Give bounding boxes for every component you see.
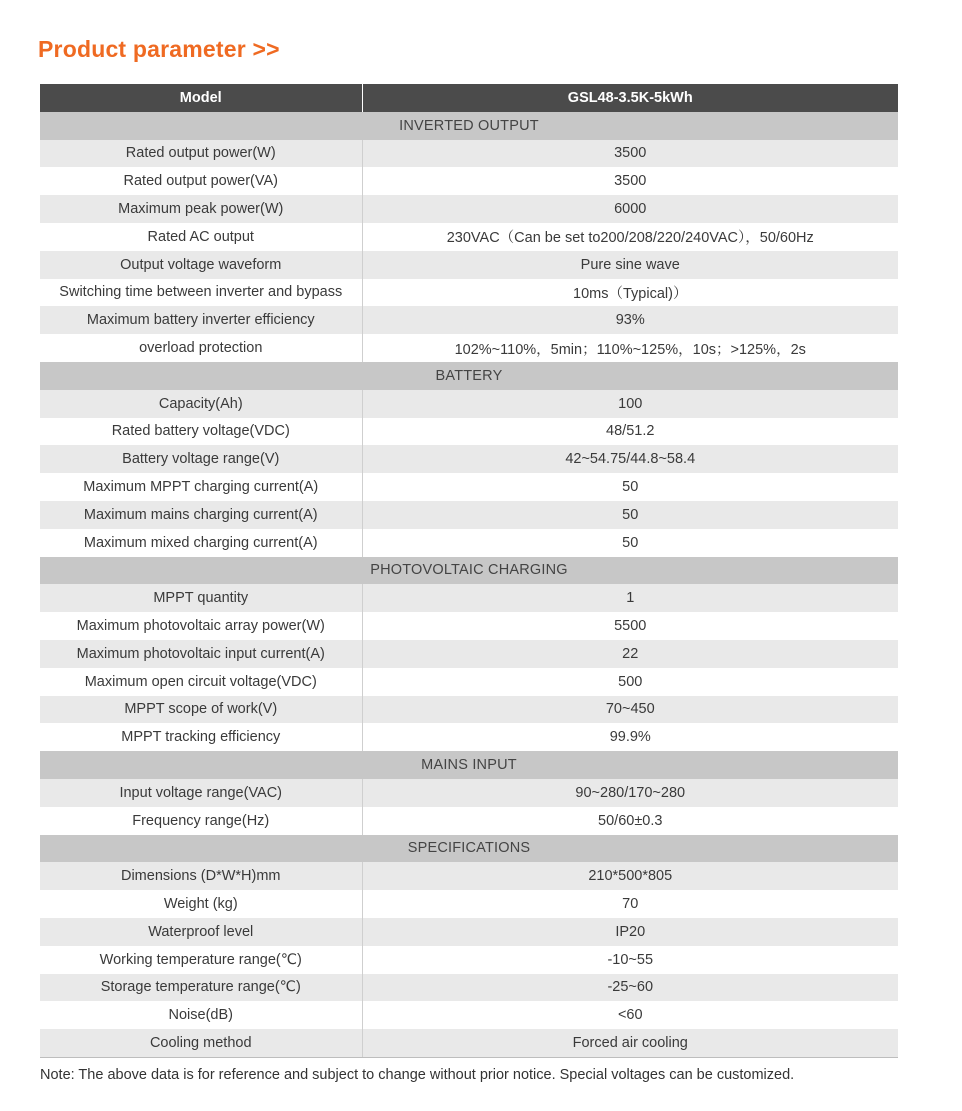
footnote: Note: The above data is for reference and subject to change without prior notice. Special voltages can be customized. [40,1067,795,1083]
parameter-value: 50 [362,501,898,529]
parameter-label: Maximum photovoltaic input current(A) [40,640,362,668]
section-title: INVERTED OUTPUT [40,112,898,140]
table-row [40,668,898,696]
parameter-label: Rated battery voltage(VDC) [40,418,362,446]
parameter-value: IP20 [362,918,898,946]
parameter-value: -10~55 [362,946,898,974]
parameter-value: -25~60 [362,974,898,1002]
table-row [40,890,898,918]
header-model-label: Model [40,84,362,112]
parameter-label: Cooling method [40,1029,362,1057]
parameter-label: Output voltage waveform [40,251,362,279]
parameter-label: Battery voltage range(V) [40,445,362,473]
parameter-value: 6000 [362,195,898,223]
table-row [40,918,898,946]
product-parameter-table [40,84,898,1058]
parameter-value: 210*500*805 [362,862,898,890]
parameter-value: 230VAC（Can be set to200/208/220/240VAC），50/60Hz [362,223,898,251]
parameter-value: 99.9% [362,723,898,751]
section-title: PHOTOVOLTAIC CHARGING [40,557,898,585]
table-row [40,251,898,279]
parameter-label: Storage temperature range(℃) [40,974,362,1002]
parameter-value: 22 [362,640,898,668]
parameter-label: Noise(dB) [40,1001,362,1029]
parameter-label: Input voltage range(VAC) [40,779,362,807]
table-row [40,779,898,807]
parameter-label: Maximum MPPT charging current(A) [40,473,362,501]
parameter-label: Maximum mains charging current(A) [40,501,362,529]
table-row [40,612,898,640]
table-row [40,418,898,446]
parameter-value: 10ms（Typical)） [362,279,898,307]
parameter-label: Rated AC output [40,223,362,251]
parameter-label: Maximum open circuit voltage(VDC) [40,668,362,696]
parameter-label: Switching time between inverter and bypass [40,279,362,307]
parameter-value: 90~280/170~280 [362,779,898,807]
section-header-row [40,835,898,863]
parameter-label: Dimensions (D*W*H)mm [40,862,362,890]
parameter-label: Rated output power(W) [40,140,362,168]
parameter-value: 102%~110%，5min；110%~125%，10s；>125%，2s [362,334,898,362]
table-row [40,946,898,974]
parameter-value: 50/60±0.3 [362,807,898,835]
table-row [40,529,898,557]
table-row [40,640,898,668]
parameter-value: 5500 [362,612,898,640]
parameter-label: Waterproof level [40,918,362,946]
section-header-row [40,557,898,585]
parameter-value: 1 [362,584,898,612]
parameter-label: Maximum mixed charging current(A) [40,529,362,557]
table-row [40,807,898,835]
table-row [40,1029,898,1057]
parameter-label: Frequency range(Hz) [40,807,362,835]
parameter-value: 93% [362,306,898,334]
section-header-row [40,362,898,390]
table-row [40,723,898,751]
header-model-value: GSL48-3.5K-5kWh [362,84,898,112]
parameter-label: Maximum peak power(W) [40,195,362,223]
parameter-value: 3500 [362,140,898,168]
table-row [40,306,898,334]
parameter-value: 500 [362,668,898,696]
parameter-label: Maximum photovoltaic array power(W) [40,612,362,640]
parameter-value: 100 [362,390,898,418]
page-title: Product parameter >> [38,36,280,62]
parameter-label: Maximum battery inverter efficiency [40,306,362,334]
parameter-value: Forced air cooling [362,1029,898,1057]
section-header-row [40,751,898,779]
parameter-value: 48/51.2 [362,418,898,446]
parameter-label: Capacity(Ah) [40,390,362,418]
parameter-label: MPPT quantity [40,584,362,612]
table-row [40,334,898,362]
table-row [40,473,898,501]
table-row [40,223,898,251]
table-header-row [40,84,898,112]
parameter-value: 70~450 [362,696,898,724]
parameter-value: 70 [362,890,898,918]
section-title: MAINS INPUT [40,751,898,779]
table-row [40,501,898,529]
parameter-value: 42~54.75/44.8~58.4 [362,445,898,473]
parameter-value: 3500 [362,167,898,195]
table-row [40,974,898,1002]
table-row [40,1001,898,1029]
table-row [40,862,898,890]
section-title: SPECIFICATIONS [40,835,898,863]
parameter-label: MPPT scope of work(V) [40,696,362,724]
table-row [40,167,898,195]
table-row [40,279,898,307]
parameter-value: Pure sine wave [362,251,898,279]
section-title: BATTERY [40,362,898,390]
section-header-row [40,112,898,140]
table-body [40,112,898,1058]
parameter-value: 50 [362,529,898,557]
table-row [40,696,898,724]
parameter-label: Rated output power(VA) [40,167,362,195]
parameter-label: Weight (kg) [40,890,362,918]
parameter-label: overload protection [40,334,362,362]
parameter-label: MPPT tracking efficiency [40,723,362,751]
parameter-value: 50 [362,473,898,501]
table-row [40,445,898,473]
table-row [40,390,898,418]
table-row [40,195,898,223]
table-row [40,584,898,612]
parameter-label: Working temperature range(℃) [40,946,362,974]
table-row [40,140,898,168]
parameter-value: <60 [362,1001,898,1029]
